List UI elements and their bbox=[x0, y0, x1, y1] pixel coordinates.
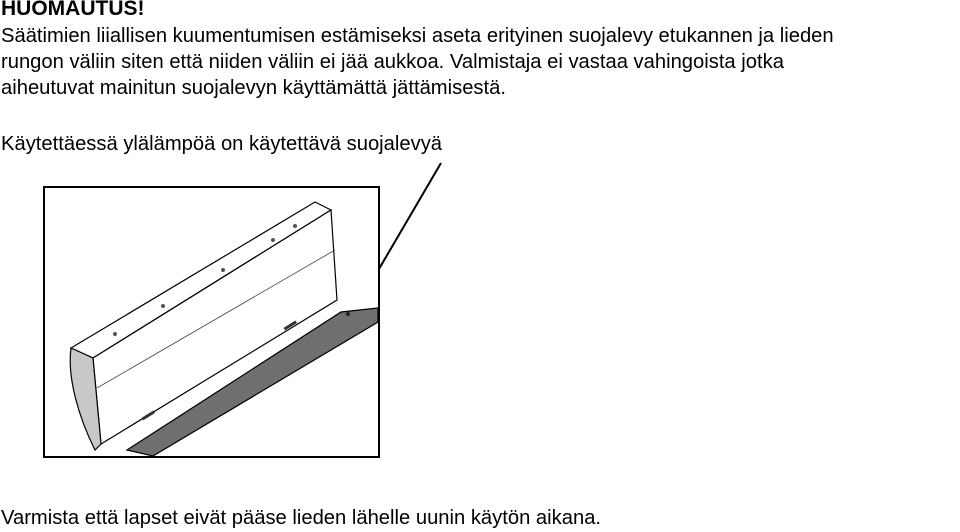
warning-line-2: rungon väliin siten että niiden väliin ei jää aukkoa. Valmistaja ei vastaa vahingoista jotka bbox=[1, 51, 784, 73]
protection-plate-note: Käytettäessä ylälämpöä on käytettävä suojalevyä bbox=[1, 133, 443, 155]
mounting-hole-icon bbox=[113, 332, 117, 336]
plate-hole-icon bbox=[346, 312, 350, 316]
mounting-hole-icon bbox=[161, 304, 165, 308]
warning-heading: HUOMAUTUS! bbox=[1, 0, 145, 20]
mounting-hole-icon bbox=[221, 268, 225, 272]
front-panel-illustration bbox=[45, 188, 378, 456]
warning-line-1: Säätimien liiallisen kuumentumisen estämiseksi aseta erityinen suojalevy etukannen ja lieden bbox=[1, 25, 834, 47]
child-safety-note: Varmista että lapset eivät pääse lieden lähelle uunin käytön aikana. bbox=[1, 507, 602, 529]
installation-figure bbox=[43, 186, 380, 458]
mounting-hole-icon bbox=[293, 224, 297, 228]
mounting-hole-icon bbox=[271, 238, 275, 242]
warning-line-3: aiheutuvat mainitun suojalevyn käyttämättä jättämisestä. bbox=[1, 77, 506, 99]
